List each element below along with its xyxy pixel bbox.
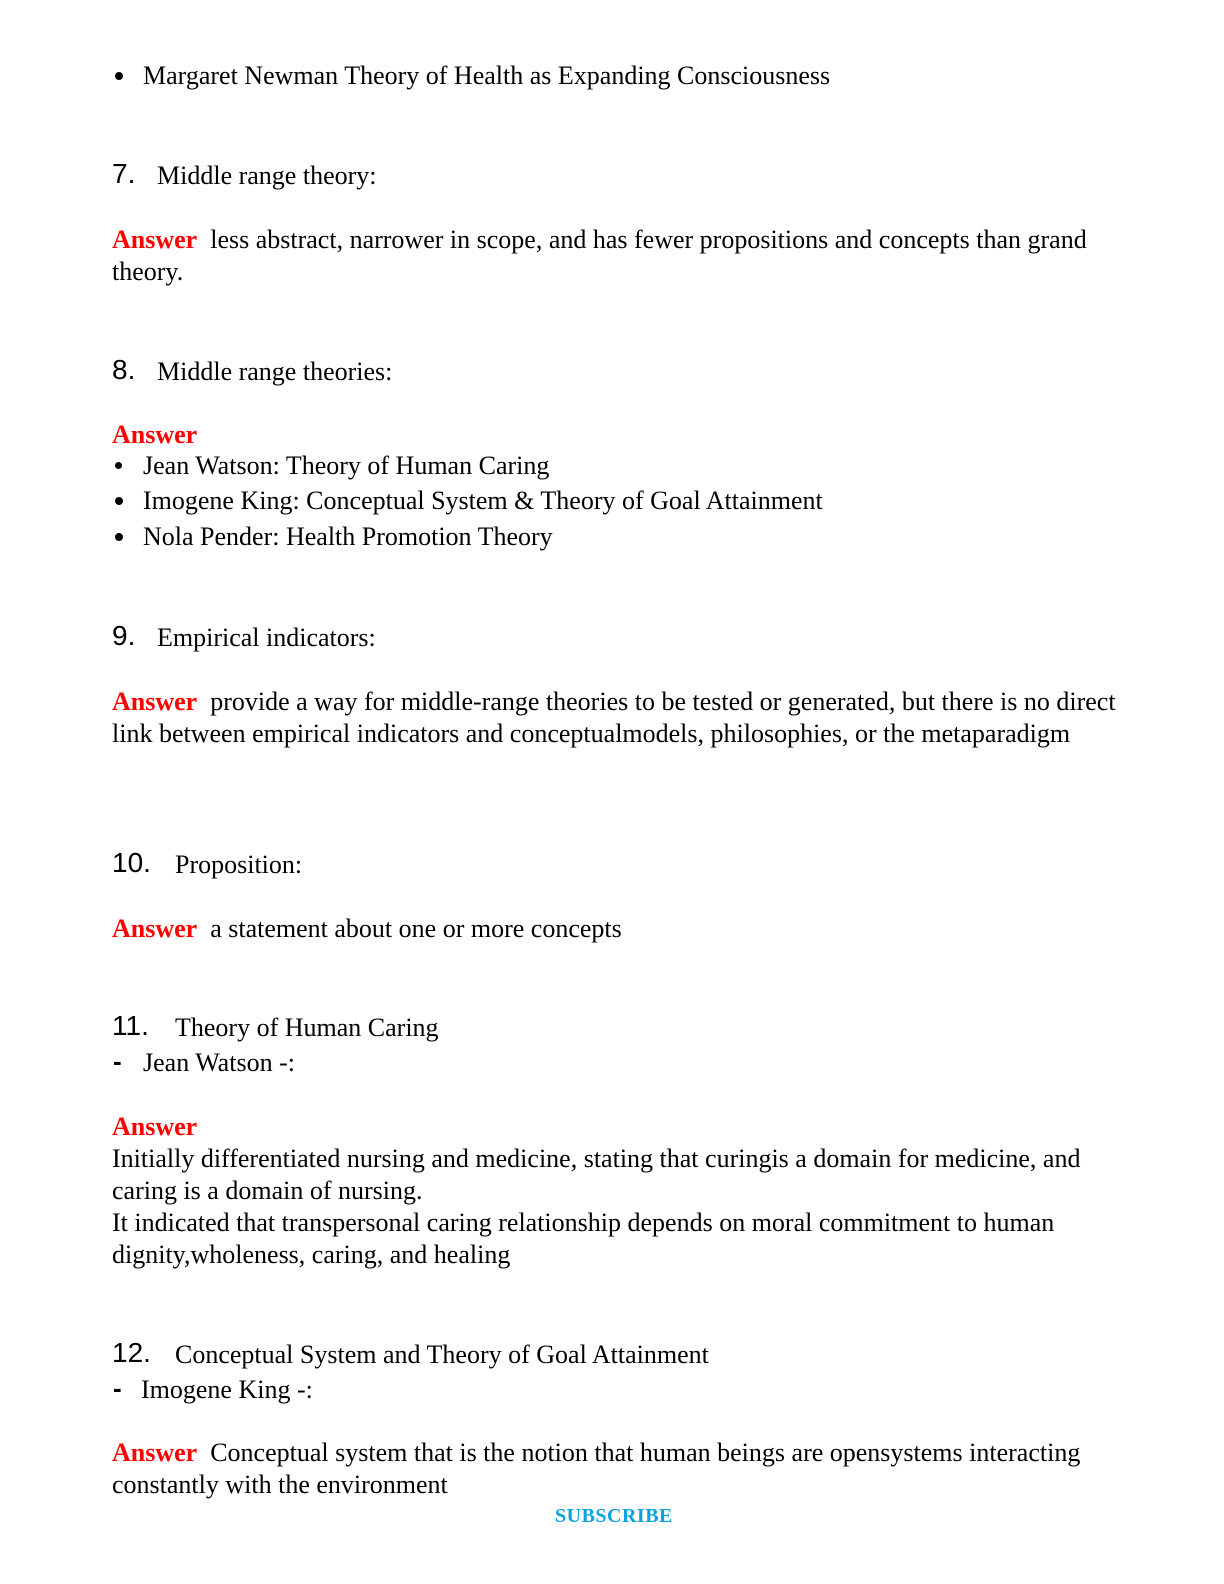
answer-text: It indicated that transpersonal caring relationship depends on moral commitment to human dignity,wholeness, caring, and healing	[112, 1208, 1055, 1269]
subscribe-link[interactable]: SUBSCRIBE	[555, 1505, 673, 1527]
answer-label: Answer	[112, 1112, 198, 1141]
question-text: Empirical indicators:	[157, 623, 376, 652]
answer-label: Answer	[112, 225, 198, 254]
answer-block	[112, 1437, 1142, 1501]
answer-block	[112, 686, 1132, 750]
answer-text: provide a way for middle-range theories to be tested or generated, but there is no direct link between empirical indicators and conceptualmodels, philosophies, or the metaparadigm	[112, 687, 1116, 748]
question-number: 8.	[112, 354, 136, 385]
answer-label: Answer	[112, 420, 198, 449]
answer-text: Initially differentiated nursing and medicine, stating that curingis a domain for medicine, and caring is a domain of nursing.	[112, 1144, 1081, 1205]
answer-text: less abstract, narrower in scope, and has fewer propositions and concepts than grand theory.	[112, 225, 1087, 286]
question-text: Middle range theories:	[157, 357, 393, 386]
question-number: 7.	[112, 158, 136, 189]
question-text: Middle range theory:	[157, 161, 377, 190]
question-text: Conceptual System and Theory of Goal Attainment	[175, 1340, 709, 1369]
answer-label: Answer	[112, 1438, 198, 1467]
question-text: Proposition:	[175, 850, 303, 879]
dash-marker: -	[113, 1373, 122, 1403]
bullet-icon	[115, 533, 123, 541]
bullet-icon	[115, 462, 122, 469]
bullet-icon	[115, 497, 123, 505]
list-item: Imogene King: Conceptual System & Theory of Goal Attainment	[143, 486, 823, 515]
question-number: 12.	[112, 1337, 151, 1368]
author-text: Imogene King -:	[141, 1375, 313, 1404]
list-item: Nola Pender: Health Promotion Theory	[143, 522, 553, 551]
question-number: 10.	[112, 847, 151, 878]
answer-label: Answer	[112, 914, 198, 943]
answer-label: Answer	[112, 687, 198, 716]
question-number: 11.	[112, 1010, 149, 1041]
answer-block	[112, 224, 1132, 288]
dash-marker: -	[113, 1046, 122, 1076]
answer-text: a statement about one or more concepts	[210, 914, 622, 943]
question-text: Theory of Human Caring	[175, 1013, 439, 1042]
question-number: 9.	[112, 620, 136, 651]
author-text: Jean Watson -:	[143, 1048, 295, 1077]
list-item: Jean Watson: Theory of Human Caring	[143, 451, 550, 480]
answer-text: Conceptual system that is the notion that human beings are opensystems interacting constantly with the environment	[112, 1438, 1081, 1499]
bullet-icon	[115, 72, 123, 80]
answer-block	[112, 913, 1132, 945]
list-item: Margaret Newman Theory of Health as Expanding Consciousness	[143, 61, 831, 90]
